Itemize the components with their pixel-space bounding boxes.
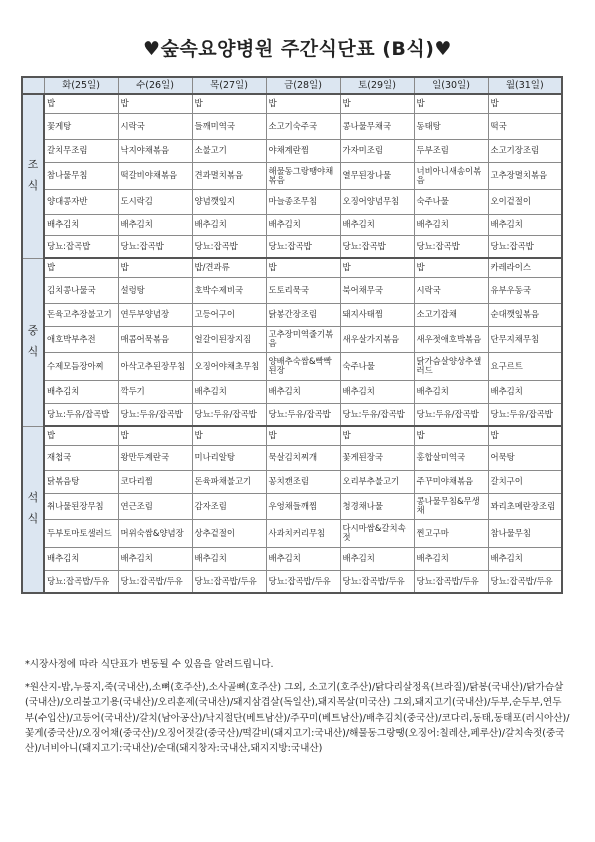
menu-cell: 밥/견과류	[192, 258, 266, 277]
menu-cell: 가자미조림	[340, 139, 414, 162]
menu-cell: 당뇨:잡곡밥	[488, 235, 562, 258]
menu-cell: 소고기숙주국	[266, 113, 340, 139]
menu-row	[22, 277, 562, 303]
menu-cell: 갈치무조림	[44, 139, 118, 162]
menu-cell: 견과멸치볶음	[192, 162, 266, 189]
menu-cell: 당뇨:잡곡밥	[192, 235, 266, 258]
menu-cell: 두부조림	[414, 139, 488, 162]
menu-cell: 밥	[118, 94, 192, 113]
menu-cell: 숙주나물	[340, 352, 414, 380]
menu-cell: 당뇨:잡곡밥/두유	[266, 570, 340, 593]
menu-cell: 배추김치	[44, 547, 118, 570]
menu-cell: 배추김치	[266, 214, 340, 235]
menu-cell: 사과치커리무침	[266, 519, 340, 547]
menu-cell: 열무된장나물	[340, 162, 414, 189]
menu-cell: 도시락김	[118, 189, 192, 214]
menu-cell: 참나물무침	[488, 519, 562, 547]
menu-cell: 배추김치	[414, 380, 488, 403]
menu-cell: 설렁탕	[118, 277, 192, 303]
menu-cell: 밥	[192, 94, 266, 113]
menu-row	[22, 162, 562, 189]
menu-cell: 참나물무침	[44, 162, 118, 189]
menu-cell: 양배추숙쌈&빡빡된장	[266, 352, 340, 380]
menu-cell: 배추김치	[488, 547, 562, 570]
menu-cell: 당뇨:잡곡밥	[44, 235, 118, 258]
menu-cell: 꽃게된장국	[340, 445, 414, 470]
menu-cell: 배추김치	[192, 380, 266, 403]
menu-cell: 감자조림	[192, 493, 266, 519]
menu-cell: 당뇨:두유/잡곡밥	[44, 403, 118, 426]
menu-cell: 연근조림	[118, 493, 192, 519]
menu-cell: 배추김치	[340, 547, 414, 570]
menu-cell: 당뇨:잡곡밥/두유	[414, 570, 488, 593]
menu-cell: 머위숙쌈&양념장	[118, 519, 192, 547]
menu-cell: 너비아니새송이볶음	[414, 162, 488, 189]
menu-cell: 수제모듬장아찌	[44, 352, 118, 380]
day-header: 화(25일)	[44, 77, 118, 94]
menu-cell: 당뇨:잡곡밥	[266, 235, 340, 258]
menu-cell: 배추김치	[414, 547, 488, 570]
menu-cell: 애호박부추전	[44, 326, 118, 352]
menu-cell: 콩나물무채국	[340, 113, 414, 139]
menu-cell: 배추김치	[44, 380, 118, 403]
menu-cell: 당뇨:두유/잡곡밥	[340, 403, 414, 426]
menu-cell: 밥	[414, 258, 488, 277]
menu-cell: 콩나물무침&무생채	[414, 493, 488, 519]
menu-cell: 배추김치	[118, 214, 192, 235]
menu-cell: 배추김치	[192, 214, 266, 235]
menu-row	[22, 493, 562, 519]
menu-row	[22, 303, 562, 326]
menu-cell: 어묵탕	[488, 445, 562, 470]
menu-cell: 우엉채들깨찜	[266, 493, 340, 519]
menu-cell: 코다리찜	[118, 470, 192, 493]
menu-cell: 오이겉절이	[488, 189, 562, 214]
menu-cell: 김치콩나물국	[44, 277, 118, 303]
menu-row	[22, 113, 562, 139]
menu-cell: 오리부추불고기	[340, 470, 414, 493]
menu-cell: 닭가슴살양상추샐러드	[414, 352, 488, 380]
menu-row	[22, 403, 562, 426]
menu-cell: 밥	[192, 426, 266, 445]
menu-cell: 도토리묵국	[266, 277, 340, 303]
menu-cell: 동태탕	[414, 113, 488, 139]
menu-cell: 밥	[414, 94, 488, 113]
menu-cell: 소고기장조림	[488, 139, 562, 162]
menu-cell: 갈치구이	[488, 470, 562, 493]
menu-cell: 새우살가지볶음	[340, 326, 414, 352]
meal-label: 조 식	[22, 94, 44, 258]
menu-cell: 밥	[44, 258, 118, 277]
menu-cell: 닭볶음탕	[44, 470, 118, 493]
menu-cell: 얼갈이된장지짐	[192, 326, 266, 352]
menu-row	[22, 235, 562, 258]
menu-cell: 유부우동국	[488, 277, 562, 303]
menu-cell: 밥	[44, 426, 118, 445]
menu-cell: 오징어야채초무침	[192, 352, 266, 380]
menu-cell: 고추장미역줄기볶음	[266, 326, 340, 352]
menu-cell: 연두부양념장	[118, 303, 192, 326]
menu-cell: 밥	[266, 258, 340, 277]
day-header: 금(28일)	[266, 77, 340, 94]
menu-cell: 새우젓애호박볶음	[414, 326, 488, 352]
change-notice: *시장사정에 따라 식단표가 변동될 수 있음을 알려드립니다.	[25, 659, 274, 670]
menu-row	[22, 258, 562, 277]
menu-cell: 배추김치	[44, 214, 118, 235]
menu-cell: 배추김치	[340, 214, 414, 235]
menu-cell: 돼지사태찜	[340, 303, 414, 326]
menu-cell: 왕만두계란국	[118, 445, 192, 470]
menu-cell: 배추김치	[192, 547, 266, 570]
menu-cell: 홍합살미역국	[414, 445, 488, 470]
menu-cell: 밥	[340, 258, 414, 277]
menu-cell: 단무지채무침	[488, 326, 562, 352]
menu-cell: 깍두기	[118, 380, 192, 403]
menu-row	[22, 352, 562, 380]
menu-cell: 배추김치	[266, 547, 340, 570]
menu-cell: 당뇨:잡곡밥/두유	[340, 570, 414, 593]
menu-cell: 당뇨:두유/잡곡밥	[414, 403, 488, 426]
menu-row	[22, 470, 562, 493]
menu-cell: 시락국	[118, 113, 192, 139]
menu-cell: 매콤어묵볶음	[118, 326, 192, 352]
menu-row	[22, 189, 562, 214]
menu-cell: 순대깻잎볶음	[488, 303, 562, 326]
weekly-menu-table	[21, 76, 563, 594]
menu-cell: 밥	[118, 258, 192, 277]
menu-cell: 상추겉절이	[192, 519, 266, 547]
menu-cell: 꽃게탕	[44, 113, 118, 139]
menu-cell: 당뇨:잡곡밥/두유	[488, 570, 562, 593]
day-header-row	[22, 77, 562, 94]
menu-cell: 밥	[340, 426, 414, 445]
menu-row	[22, 519, 562, 547]
menu-row	[22, 94, 562, 113]
day-header: 토(29일)	[340, 77, 414, 94]
menu-cell: 찐고구마	[414, 519, 488, 547]
menu-cell: 밥	[266, 426, 340, 445]
menu-cell: 카레라이스	[488, 258, 562, 277]
menu-cell: 아삭고추된장무침	[118, 352, 192, 380]
menu-cell: 고등어구이	[192, 303, 266, 326]
day-header: 월(31일)	[488, 77, 562, 94]
menu-cell: 해물동그랑땡야채볶음	[266, 162, 340, 189]
menu-cell: 떡국	[488, 113, 562, 139]
menu-cell: 배추김치	[488, 214, 562, 235]
menu-cell: 들깨미역국	[192, 113, 266, 139]
menu-cell: 당뇨:잡곡밥	[340, 235, 414, 258]
header-corner	[22, 77, 44, 94]
menu-cell: 배추김치	[488, 380, 562, 403]
menu-row	[22, 139, 562, 162]
meal-label: 중 식	[22, 258, 44, 426]
menu-cell: 청경채나물	[340, 493, 414, 519]
menu-row	[22, 445, 562, 470]
menu-cell: 밥	[488, 94, 562, 113]
menu-cell: 호박수제비국	[192, 277, 266, 303]
menu-cell: 양대콩자반	[44, 189, 118, 214]
menu-cell: 배추김치	[118, 547, 192, 570]
menu-row	[22, 547, 562, 570]
menu-cell: 배추김치	[266, 380, 340, 403]
menu-cell: 시락국	[414, 277, 488, 303]
menu-cell: 숙주나물	[414, 189, 488, 214]
menu-cell: 북어채무국	[340, 277, 414, 303]
menu-cell: 재첩국	[44, 445, 118, 470]
menu-cell: 당뇨:두유/잡곡밥	[488, 403, 562, 426]
menu-row	[22, 214, 562, 235]
menu-cell: 야채계란찜	[266, 139, 340, 162]
menu-row	[22, 570, 562, 593]
menu-cell: 밥	[488, 426, 562, 445]
menu-cell: 당뇨:잡곡밥/두유	[44, 570, 118, 593]
menu-cell: 밥	[340, 94, 414, 113]
menu-cell: 밥	[44, 94, 118, 113]
menu-cell: 취나물된장무침	[44, 493, 118, 519]
menu-cell: 마늘종조무침	[266, 189, 340, 214]
menu-cell: 당뇨:두유/잡곡밥	[192, 403, 266, 426]
menu-row	[22, 326, 562, 352]
origin-notice: *원산지-밥,누룽지,죽(국내산),소뼈(호주산),소사골뼈(호주산) 그외, 소고기(호주산)/닭다리살정육(브라질)/닭봉(국내산)/닭가슴살(국내산)/오리불고기용(국내산)/오리훈제(국내산)/돼지삼겹살(독일산),돼지목살(미국산) 그외,돼지고기(국내산)/두부,순두부,연두부(수입산)/고등어(국내산)/갈치(남아공산)/낙지절단(베트남산)/주꾸미(베트남산)/배추김치(중국산)/코다리,동태,동태포(러시아산)/꽃게(중국산)/오징어채(중국산)/오징어젓갈(중국산)/떡갈비(돼지고기:국내산)/해물동그랑땡(오징어:칠레산,페루산)/갈치속젓(중국산)/너비아니(돼지고기:국내산)/순대(돼지창자:국내산,돼지지방:국내산)	[25, 682, 570, 755]
menu-cell: 배추김치	[414, 214, 488, 235]
menu-cell: 소고기잡채	[414, 303, 488, 326]
menu-cell: 소불고기	[192, 139, 266, 162]
menu-cell: 당뇨:두유/잡곡밥	[118, 403, 192, 426]
menu-cell: 낙지야채볶음	[118, 139, 192, 162]
menu-cell: 꽈리초메란장조림	[488, 493, 562, 519]
page-title: ♥숲속요양병원 주간식단표 (B식)♥	[143, 38, 452, 60]
menu-cell: 닭봉간장조림	[266, 303, 340, 326]
day-header: 목(27일)	[192, 77, 266, 94]
menu-cell: 당뇨:잡곡밥	[414, 235, 488, 258]
menu-cell: 배추김치	[340, 380, 414, 403]
menu-cell: 당뇨:두유/잡곡밥	[266, 403, 340, 426]
day-header: 수(26일)	[118, 77, 192, 94]
menu-cell: 고추장멸치볶음	[488, 162, 562, 189]
menu-cell: 당뇨:잡곡밥/두유	[192, 570, 266, 593]
menu-cell: 요구르트	[488, 352, 562, 380]
menu-cell: 꽁치캔조림	[266, 470, 340, 493]
menu-cell: 오징어양념무침	[340, 189, 414, 214]
meal-label: 석 식	[22, 426, 44, 593]
menu-cell: 미나리알탕	[192, 445, 266, 470]
menu-cell: 당뇨:잡곡밥	[118, 235, 192, 258]
menu-cell: 다시마쌈&갈치속젓	[340, 519, 414, 547]
menu-cell: 당뇨:잡곡밥/두유	[118, 570, 192, 593]
menu-cell: 돈육파채불고기	[192, 470, 266, 493]
menu-cell: 밥	[266, 94, 340, 113]
menu-cell: 두부토마토샐러드	[44, 519, 118, 547]
menu-row	[22, 426, 562, 445]
day-header: 일(30일)	[414, 77, 488, 94]
menu-cell: 밥	[414, 426, 488, 445]
menu-cell: 떡갈비야채볶음	[118, 162, 192, 189]
menu-cell: 묵살김치찌개	[266, 445, 340, 470]
menu-body	[22, 94, 562, 593]
menu-cell: 양념깻잎지	[192, 189, 266, 214]
menu-cell: 주꾸미야채볶음	[414, 470, 488, 493]
menu-cell: 돈육고추장불고기	[44, 303, 118, 326]
menu-row	[22, 380, 562, 403]
menu-cell: 밥	[118, 426, 192, 445]
